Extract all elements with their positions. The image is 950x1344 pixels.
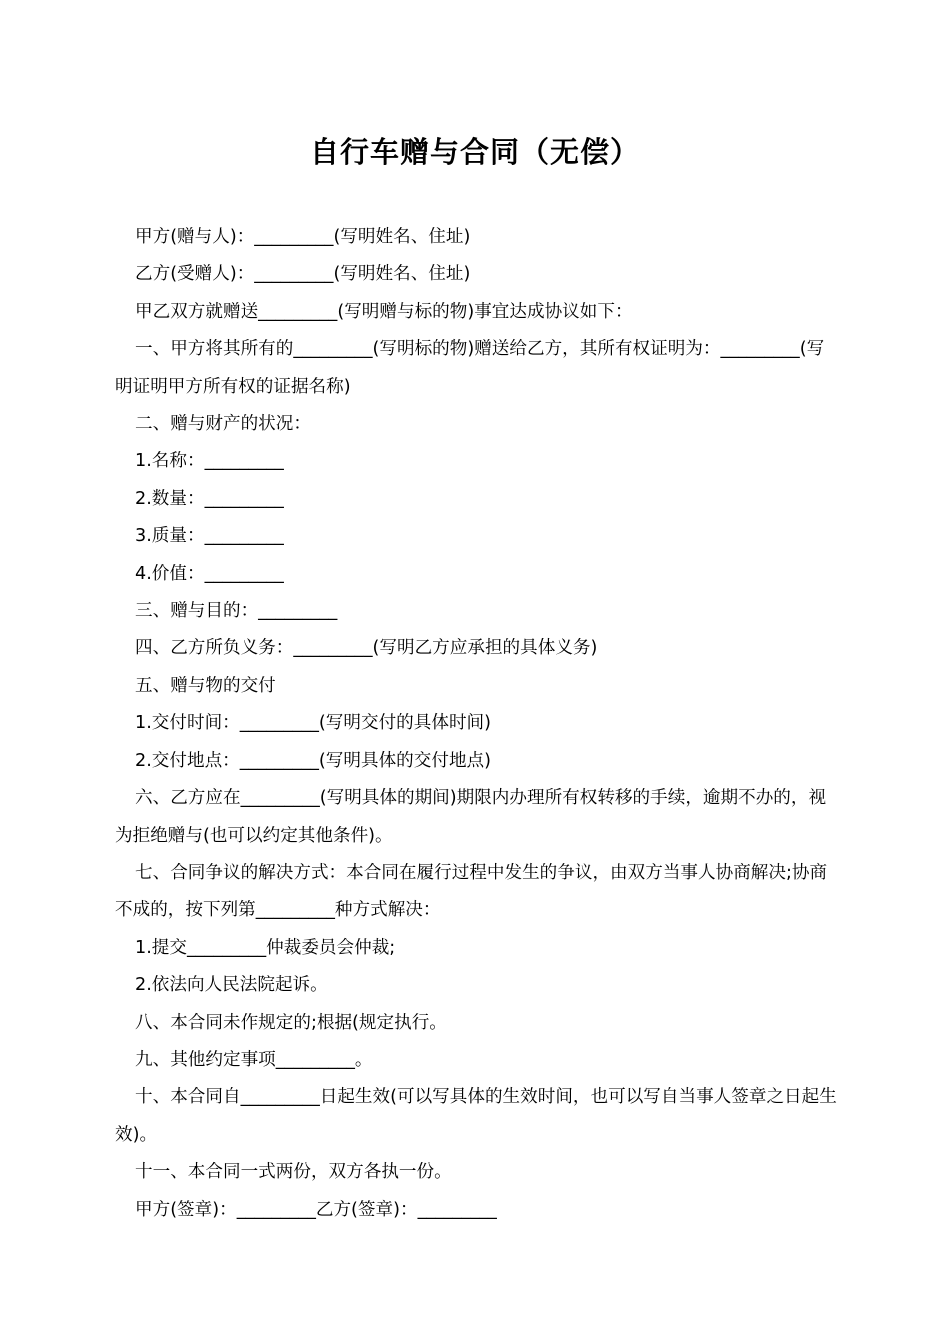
clause-5-heading: 五、赠与物的交付 — [135, 675, 276, 696]
clause-4: 四、乙方所负义务：_________(写明乙方应承担的具体义务) — [135, 638, 598, 659]
agreement-intro: 甲乙双方就赠送_________(写明赠与标的物)事宜达成协议如下： — [135, 301, 633, 322]
party-b-line: 乙方(受赠人)：_________(写明姓名、住址) — [135, 264, 471, 285]
clause-1: 一、甲方将其所有的_________(写明标的物)赠送给乙方，其所有权证明为：_________(写明证明甲方所有权的证据名称) — [115, 339, 825, 397]
clause-11: 十一、本合同一式两份，双方各执一份。 — [135, 1162, 452, 1183]
clause-2-heading: 二、赠与财产的状况： — [135, 414, 311, 435]
party-a-line: 甲方(赠与人)：_________(写明姓名、住址) — [135, 227, 471, 247]
clause-8: 八、本合同未作规定的;根据(规定执行。 — [135, 1012, 447, 1033]
property-quality-line: 3.质量：_________ — [135, 526, 284, 547]
signature-line: 甲方(签章)：_________乙方(签章)：_________ — [135, 1199, 497, 1220]
property-value-line: 4.价值：_________ — [135, 563, 284, 584]
delivery-time-line: 1.交付时间：_________(写明交付的具体时间) — [135, 713, 491, 734]
clause-6: 六、乙方应在_________(写明具体的期间)期限内办理所有权转移的手续，逾期不办的，视为拒绝赠与(也可以约定其他条件)。 — [115, 788, 827, 846]
delivery-place-line: 2.交付地点：_________(写明具体的交付地点) — [135, 750, 491, 771]
clause-3: 三、赠与目的：_________ — [135, 601, 338, 622]
clause-7: 七、合同争议的解决方式：本合同在履行过程中发生的争议，由双方当事人协商解决;协商不成的，按下列第_________种方式解决： — [115, 862, 828, 921]
property-quantity-line: 2.数量：_________ — [135, 488, 284, 509]
document-body — [115, 219, 839, 1229]
document-title: 自行车赠与合同（无偿） — [309, 135, 640, 169]
clause-9: 九、其他约定事项_________。 — [135, 1049, 373, 1070]
arbitration-option: 1.提交_________仲裁委员会仲裁; — [135, 937, 396, 958]
litigation-option: 2.依法向人民法院起诉。 — [135, 975, 328, 996]
property-name-line: 1.名称：_________ — [135, 451, 284, 472]
clause-10: 十、本合同自_________日起生效(可以写具体的生效时间，也可以写自当事人签章之日起生效)。 — [115, 1087, 837, 1145]
